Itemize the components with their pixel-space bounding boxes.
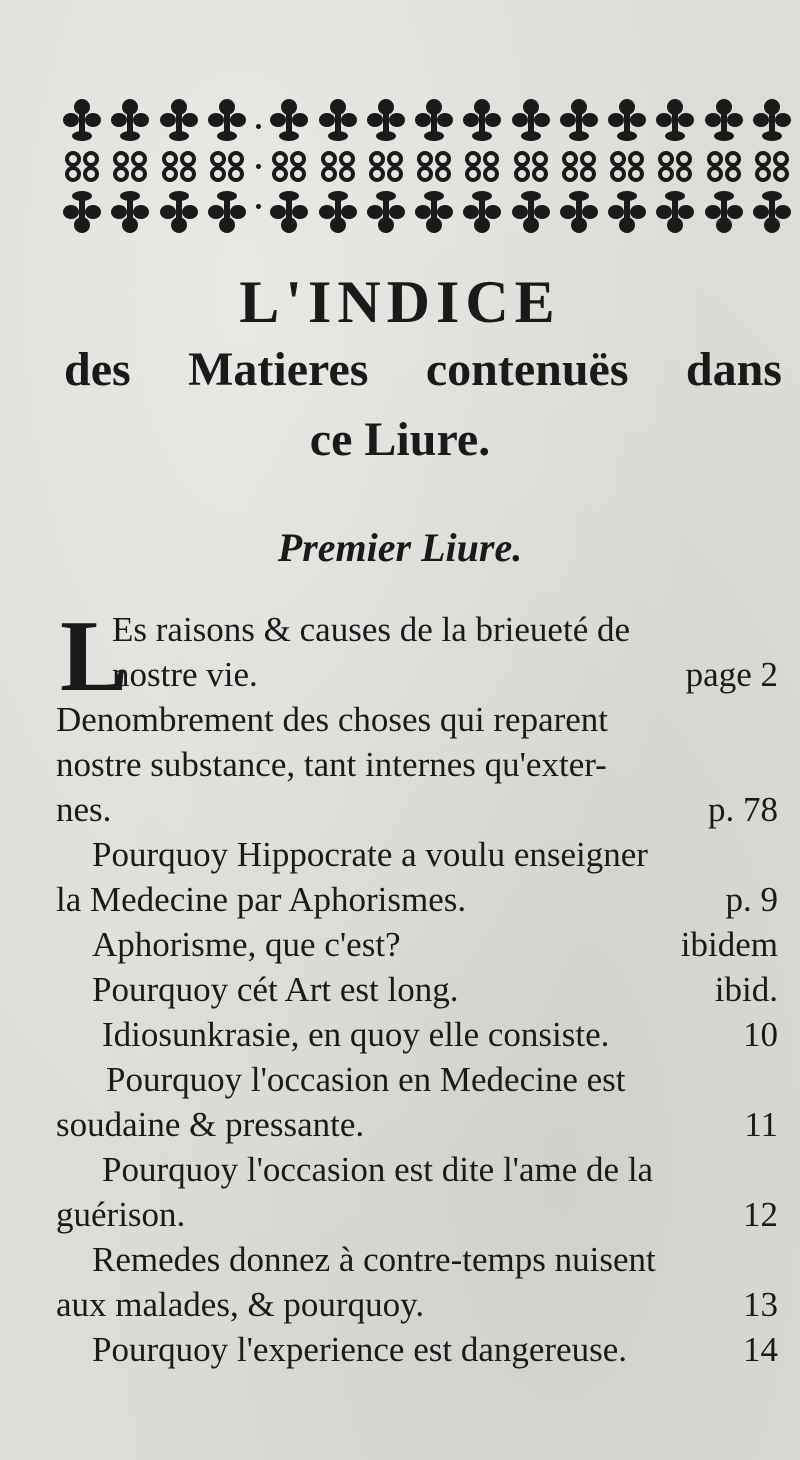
index-entry — [56, 1327, 778, 1372]
entry-text: la Medecine par Aphorismes. — [56, 880, 467, 919]
page-ref: 11 — [744, 1105, 778, 1144]
fleuron-icon — [559, 98, 599, 234]
fleuron-icon — [207, 98, 247, 234]
entry-text: Pourquoy Hippocrate a voulu enseigner — [92, 835, 648, 874]
entry-text: Pourquoy l'experience est dangereuse. — [92, 1330, 627, 1369]
subtitle-word: dans — [685, 343, 782, 396]
index-entry — [56, 967, 778, 1012]
subtitle-word: des — [64, 343, 131, 396]
fleuron-icon — [366, 98, 406, 234]
fleuron-ornament-band — [62, 96, 792, 236]
fleuron-icon — [655, 98, 695, 234]
page-ref: ibidem — [680, 925, 778, 964]
section-heading: Premier Liure. — [277, 525, 523, 570]
fleuron-icon — [607, 98, 647, 234]
entry-text: Pourquoy l'occasion est dite l'ame de la — [102, 1150, 654, 1189]
entry-text: Es raisons & causes de la brieueté de — [112, 610, 631, 649]
page-ref: p. 9 — [725, 880, 778, 919]
entry-text: Remedes donnez à contre-temps nuisent — [92, 1240, 656, 1279]
index-entry — [56, 600, 778, 713]
index-entry — [56, 832, 778, 922]
entry-text: aux malades, & pourquoy. — [56, 1285, 425, 1324]
page-ref: ibid. — [714, 970, 778, 1009]
drop-cap: L — [60, 600, 129, 713]
page-title: L'INDICE — [239, 269, 561, 335]
entry-text: Denombrement des choses qui reparent — [56, 700, 609, 739]
page-ref: 13 — [743, 1285, 778, 1324]
fleuron-icon — [462, 98, 502, 234]
ornament-separator — [255, 106, 261, 226]
entry-text: nostre vie. — [112, 655, 258, 694]
fleuron-icon — [511, 98, 551, 234]
page-ref: 12 — [743, 1195, 778, 1234]
subtitle-line-1 — [64, 340, 782, 400]
subtitle-line-2: ce Liure. — [309, 413, 491, 466]
entry-text: soudaine & pressante. — [56, 1105, 365, 1144]
index-entry — [56, 922, 778, 967]
subtitle-word: contenuës — [425, 343, 629, 396]
page-ref: page 2 — [685, 655, 778, 694]
subtitle-word: Matieres — [188, 343, 369, 396]
fleuron-icon — [704, 98, 744, 234]
entry-text: Aphorisme, que c'est? — [92, 925, 401, 964]
entry-text: guérison. — [56, 1195, 186, 1234]
fleuron-icon — [269, 98, 309, 234]
index-entry — [56, 1057, 778, 1147]
index-entries — [56, 600, 778, 1372]
fleuron-icon — [110, 98, 150, 234]
index-entry — [56, 1147, 778, 1237]
entry-text: Idiosunkrasie, en quoy elle consiste. — [102, 1015, 610, 1054]
fleuron-icon — [752, 98, 792, 234]
fleuron-icon — [414, 98, 454, 234]
index-entry — [56, 1237, 778, 1327]
entry-text: nes. — [56, 790, 112, 829]
entry-text: Pourquoy l'occasion en Medecine est — [106, 1060, 626, 1099]
page-ref: 10 — [743, 1015, 778, 1054]
fleuron-icon — [318, 98, 358, 234]
entry-text: Pourquoy cét Art est long. — [92, 970, 459, 1009]
fleuron-icon — [159, 98, 199, 234]
page-ref: p. 78 — [708, 790, 778, 829]
index-entry — [56, 697, 778, 832]
fleuron-icon — [62, 98, 102, 234]
index-entry — [56, 1012, 778, 1057]
entry-text: nostre substance, tant internes qu'exter- — [56, 745, 607, 784]
page-ref: 14 — [743, 1330, 778, 1369]
